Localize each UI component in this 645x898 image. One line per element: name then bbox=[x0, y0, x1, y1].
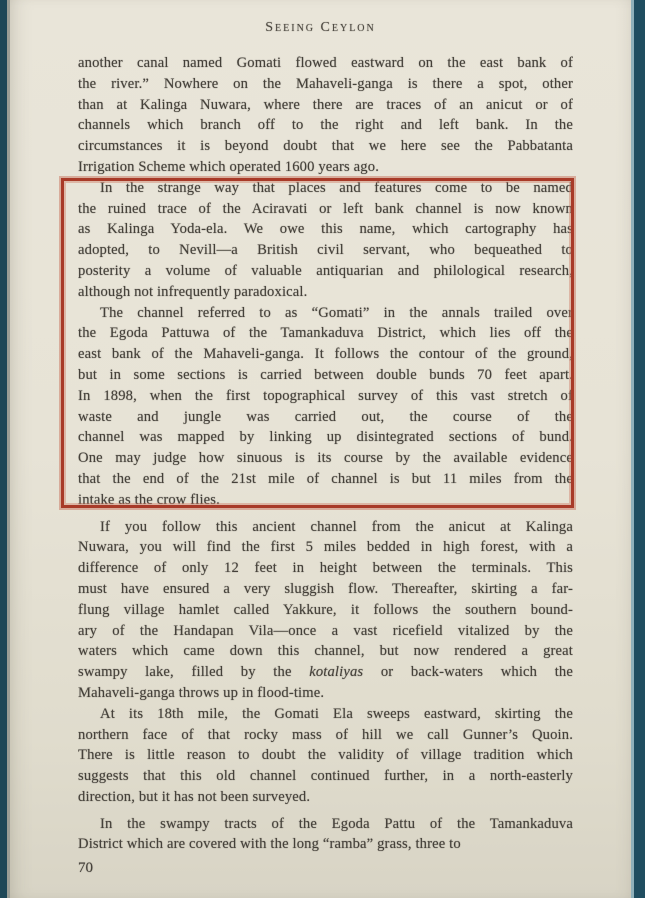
page-text bbox=[78, 53, 573, 855]
text-line: than at Kalinga Nuwara, where there are traces of an anicut or of bbox=[78, 96, 573, 113]
text-line: the river.” Nowhere on the Mahaveli-ganga is there a spot, other bbox=[78, 75, 573, 92]
text-line: In 1898, when the first topographical survey of this vast stretch of bbox=[78, 387, 573, 404]
paragraph bbox=[78, 53, 573, 178]
text-line: District which are covered with the long “ramba” grass, three to bbox=[78, 836, 461, 853]
paragraph bbox=[78, 704, 573, 808]
left-border-band bbox=[0, 0, 7, 898]
page-number: 70 bbox=[78, 860, 93, 876]
text-line: although not infrequently paradoxical. bbox=[78, 283, 308, 300]
text-line: One may judge how sinuous is its course by the available evidence bbox=[78, 450, 573, 467]
text-line: another canal named Gomati flowed eastward on the east bank of bbox=[78, 55, 573, 71]
text-line: posterity a volume of valuable antiquarian and philological research, bbox=[78, 262, 573, 279]
text-line: adopted, to Nevill—a British civil servant, who bequeathed to bbox=[78, 242, 573, 259]
text-line: as Kalinga Yoda-ela. We owe this name, which cartography has bbox=[78, 221, 573, 238]
text-line: channel was mapped by linking up disintegrated sections of bund. bbox=[78, 429, 573, 446]
text-line: waters which came down this channel, but now rendered a great bbox=[78, 643, 573, 660]
text-line: flung village hamlet called Yakkure, it follows the southern bound- bbox=[78, 601, 573, 618]
text-line: the ruined trace of the Aciravati or left bank channel is now known bbox=[78, 200, 573, 217]
text-line: channels which branch off to the right and left bank. In the bbox=[78, 117, 573, 134]
text-line: must have ensured a very sluggish flow. Thereafter, skirting a far- bbox=[78, 580, 573, 597]
running-header: Seeing Ceylon bbox=[265, 20, 376, 35]
text-line: Nuwara, you will find the first 5 miles bedded in high forest, with a bbox=[78, 539, 573, 556]
text-line: but in some sections is carried between double bunds 70 feet apart. bbox=[78, 366, 573, 383]
text-line: waste and jungle was carried out, the course of the bbox=[78, 408, 573, 425]
text-line: difference of only 12 feet in height between the terminals. This bbox=[78, 560, 573, 577]
paragraph-highlighted bbox=[78, 178, 573, 303]
text-line: ary of the Handapan Vila—once a vast ricefield vitalized by the bbox=[78, 622, 573, 639]
text-line: direction, but it has not been surveyed. bbox=[78, 788, 311, 805]
right-border-band bbox=[634, 0, 645, 898]
paragraph-highlighted bbox=[78, 303, 573, 511]
text-line: circumstances it is beyond doubt that we here see the Pabbatanta bbox=[78, 138, 573, 155]
text-line: The channel referred to as “Gomati” in the annals trailed over bbox=[100, 304, 573, 321]
text-line: At its 18th mile, the Gomati Ela sweeps eastward, skirting the bbox=[100, 705, 573, 722]
text-line: There is little reason to doubt the validity of village tradition which bbox=[78, 747, 573, 764]
text-line: In the strange way that places and features come to be named bbox=[100, 179, 573, 196]
text-line: the Egoda Pattuwa of the Tamankaduva District, which lies off the bbox=[78, 325, 573, 342]
text-line: Mahaveli-ganga throws up in flood-time. bbox=[78, 684, 325, 701]
paragraph bbox=[78, 814, 573, 856]
text-line: In the swampy tracts of the Egoda Pattu of the Tamankaduva bbox=[100, 815, 573, 832]
book-page bbox=[10, 0, 631, 898]
text-line: northern face of that rocky mass of hill we call Gunner’s Quoin. bbox=[78, 726, 573, 743]
text-line: Irrigation Scheme which operated 1600 years ago. bbox=[78, 158, 379, 175]
text-line: that the end of the 21st mile of channel is but 11 miles from the bbox=[78, 470, 573, 487]
text-line: suggests that this old channel continued further, in a north-easterly bbox=[78, 768, 573, 785]
text-line: intake as the crow flies. bbox=[78, 491, 220, 508]
text-line: east bank of the Mahaveli-ganga. It follows the contour of the ground, bbox=[78, 346, 573, 363]
text-line: If you follow this ancient channel from the anicut at Kalinga bbox=[100, 518, 573, 535]
text-line: swampy lake, filled by the kotaliyas or back-waters which the bbox=[78, 664, 573, 681]
paragraph bbox=[78, 517, 573, 704]
